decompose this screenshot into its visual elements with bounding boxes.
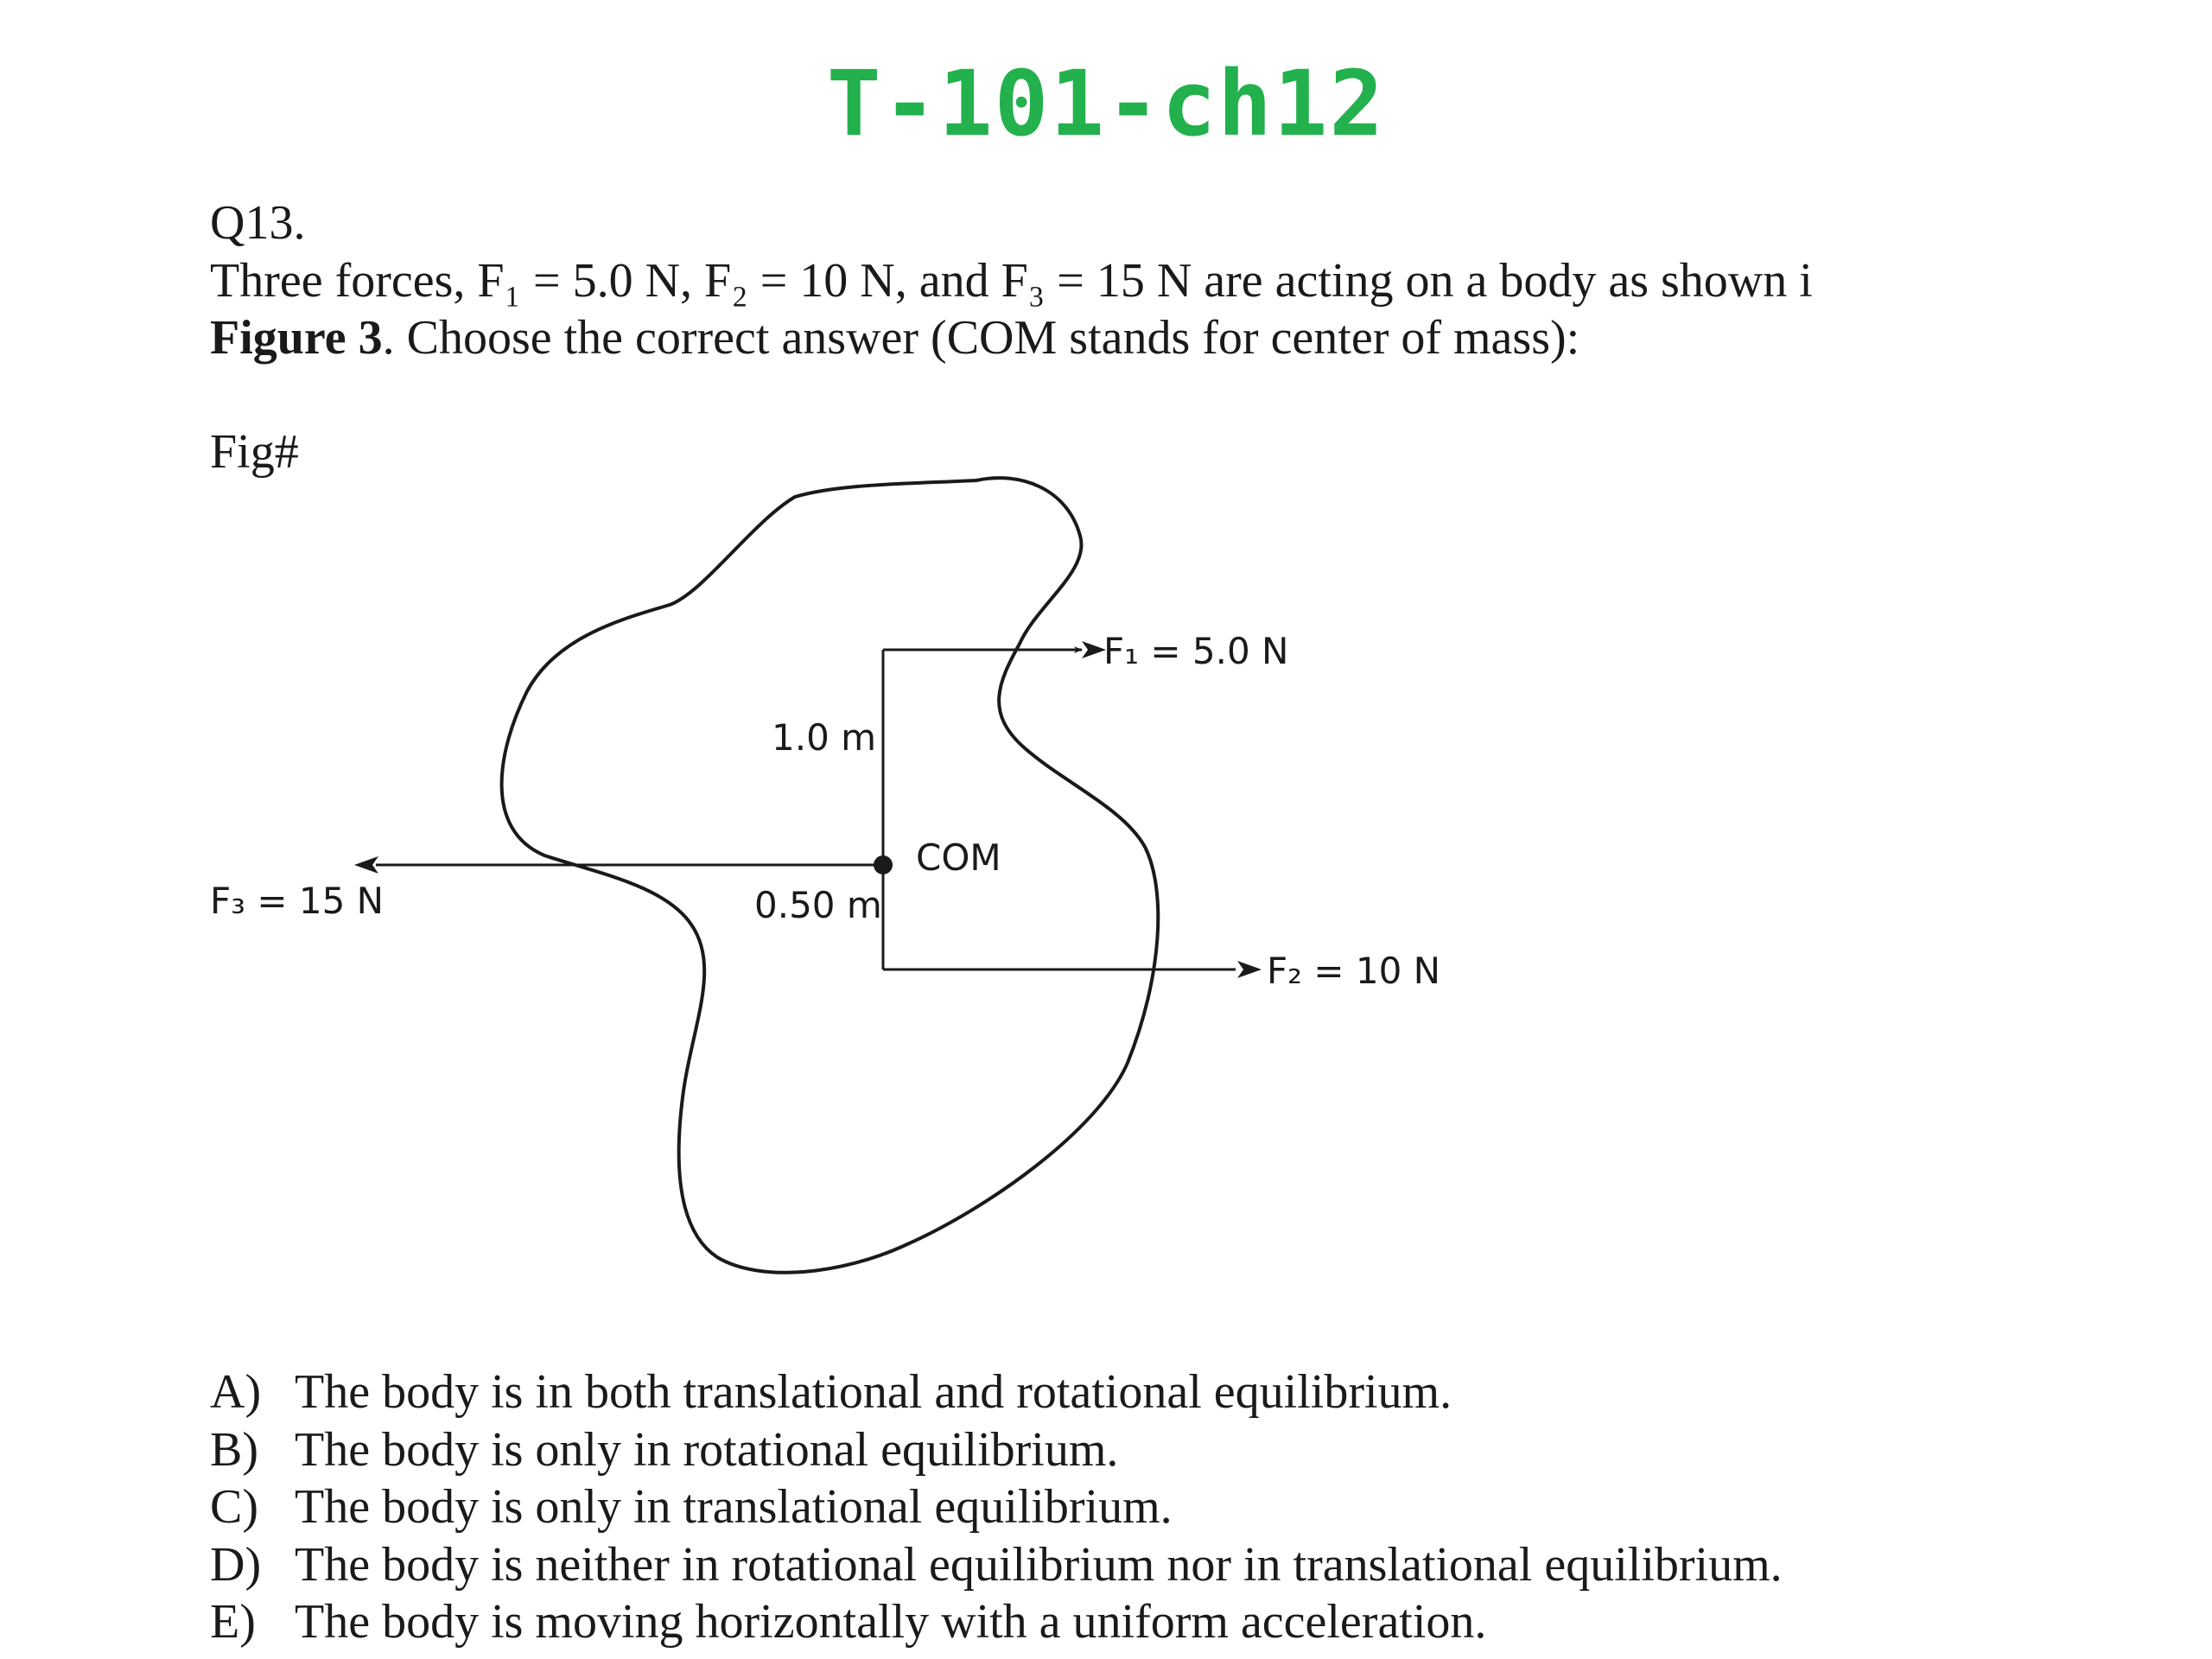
f3-label: F₃ = 15 N bbox=[210, 880, 385, 922]
option-d[interactable] bbox=[210, 1536, 1783, 1594]
option-letter: B) bbox=[210, 1422, 258, 1477]
f2-label: F₂ = 10 N bbox=[1267, 950, 1441, 992]
option-c[interactable] bbox=[210, 1478, 1783, 1536]
option-a[interactable] bbox=[210, 1363, 1783, 1421]
option-text: The body is in both translational and rotational equilibrium. bbox=[295, 1365, 1452, 1419]
distance-bottom-label: 0.50 m bbox=[754, 884, 882, 926]
question-number: Q13. bbox=[210, 196, 306, 250]
figure-label: Fig# bbox=[210, 425, 299, 479]
com-label: COM bbox=[916, 836, 1001, 879]
page-title: T-101-ch12 bbox=[826, 51, 1386, 156]
com-point bbox=[874, 855, 893, 874]
figure-reference: Figure 3 bbox=[210, 311, 383, 365]
question-line-2-rest: . Choose the correct answer (COM stands for center of mass): bbox=[382, 311, 1580, 365]
option-e[interactable] bbox=[210, 1593, 1783, 1651]
f3-arrowhead bbox=[354, 856, 378, 874]
option-text: The body is moving horizontally with a uniform acceleration. bbox=[295, 1595, 1487, 1649]
question-line-1: Three forces, F₁ = 5.0 N, F₂ = 10 N, and F₃ = 15 N are acting on a body as shown i bbox=[210, 254, 1813, 308]
answer-options bbox=[210, 1363, 1783, 1651]
f1-arrowhead bbox=[1082, 641, 1106, 658]
option-letter: A) bbox=[210, 1365, 262, 1419]
body-outline bbox=[502, 478, 1159, 1273]
option-text: The body is only in translational equilibrium. bbox=[295, 1480, 1173, 1534]
option-b[interactable] bbox=[210, 1421, 1783, 1479]
f2-arrowhead bbox=[1237, 961, 1262, 978]
option-text: The body is only in rotational equilibrium. bbox=[295, 1422, 1119, 1477]
distance-top-label: 1.0 m bbox=[772, 716, 877, 759]
option-text: The body is neither in rotational equilibrium nor in translational equilibrium. bbox=[295, 1537, 1783, 1592]
option-letter: D) bbox=[210, 1537, 262, 1592]
option-letter: E) bbox=[210, 1595, 256, 1649]
option-letter: C) bbox=[210, 1480, 258, 1534]
f1-label: F₁ = 5.0 N bbox=[1103, 630, 1289, 672]
